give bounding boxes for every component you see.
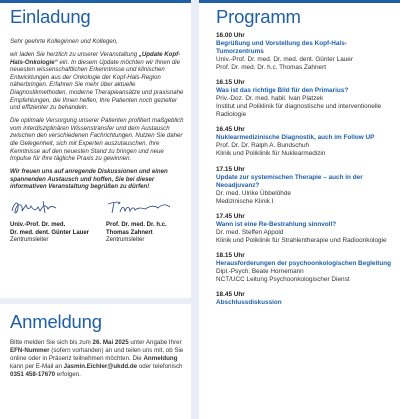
program-topic: Was ist das richtige Bild für den Primarius? (216, 87, 349, 95)
registration-label: Anmeldung (143, 354, 178, 362)
closing-paragraph: Wir freuen uns auf anregende Diskussionen und einen spannenden Austausch und hoffen, Sie bei dieser informativen Veranstaltung begrüßen zu dürfen! (10, 168, 168, 191)
program-title: Programm (216, 6, 301, 27)
program-time: 17.45 Uhr (216, 212, 245, 220)
program-time: 16.00 Uhr (216, 32, 245, 39)
program-speaker: Dr. med. Ulrike Übbelöhde (216, 189, 291, 197)
panel-accent-bar (0, 0, 191, 3)
registration-text: Bitte melden Sie sich bis zum 26. Mai 2025 unter Angabe Ihrer EFN-Nummer (sofern vorhanden) an und teilen uns mit, ob Sie online oder in Präsenz teilnehmen möchten. Die Anmeldung kann per E-Mail an Jasmin.Eichler@ukdd.de oder telefonisch 0351 458-17670 erfolgen. (10, 339, 184, 378)
exchange-paragraph: Die optimale Versorgung unserer Patienten profitiert maßgeblich vom interdisziplinären Wissenstransfer und dem Austausch zwischen den verschiedenen Fachrichtungen. Nutzen Sie daher die Gelegenheit, sich mit Experten auszutauschen, Ihre Kenntnisse auf den neuesten Stand zu bringen und neue Impulse für Ihre tägliche Praxis zu gewinnen. (10, 117, 184, 163)
program-affiliation: Institut und Poliklinik für diagnostische und interventionelle Radiologie (216, 103, 382, 119)
signature-block-lauer: Univ.-Prof. Dr. med. Dr. med. dent. Günter Lauer Zentrumsleiter (10, 222, 90, 244)
program-speaker: Priv.-Doz. Dr. med. habil. Ivan Platzek (216, 95, 324, 103)
invitation-panel (0, 0, 191, 298)
event-name: „Update Kopf-Hals-Onkologie“ (10, 50, 181, 66)
program-time: 17.15 Uhr (216, 165, 245, 173)
signature-lauer-image (10, 196, 65, 218)
signatures (10, 196, 184, 272)
program-item (216, 213, 394, 245)
program-topic: Update zur systemischen Therapie – auch in der Neoadjuvanz? (216, 173, 363, 189)
registration-panel (0, 304, 191, 419)
intro-paragraph: wir laden Sie herzlich zu unserer Veranstaltung „Update Kopf-Hals-Onkologie“ ein. In diesem Update möchten wir Ihnen die neuesten wissenschaftlichen Erkenntnisse und klinischen Entwicklungen aus der Onkologie der Kopf-Hals-Region näherbringen. Erfahren Sie mehr über aktuelle Diagnostikmethoden, moderne Therapieansätze und praxisnahe Empfehlungen, die Ihnen helfen, Ihre Patienten noch gezielter und effizienter zu behandeln. (10, 50, 184, 112)
program-affiliation: Klinik und Poliklinik für Strahlentherapie und Radioonkologie (216, 236, 387, 244)
program-item (216, 252, 394, 284)
program-topic: Nuklearmedizinische Diagnostik, auch im Follow UP (216, 134, 375, 142)
program-speaker: Prof. Dr. med. Dr. h.c. Thomas Zahnert (216, 64, 326, 71)
registration-phone[interactable]: 0351 458-17670 (10, 370, 56, 378)
efn-label: EFN-Nummer (10, 346, 50, 354)
program-affiliation: NCT/UCC Leitung Psychoonkologischer Dienst (216, 275, 350, 283)
program-speaker: Univ.-Prof. Dr. med. Dr. med. dent. Günter Lauer (216, 56, 353, 63)
program-speaker: Dipl.-Psych. Beate Hornemann (216, 267, 304, 275)
program-topic: Abschlussdiskussion (216, 299, 282, 307)
program-affiliation: Klinik und Poliklinik für Nuklearmedizin (216, 150, 326, 158)
panel-accent-bar (199, 0, 400, 3)
registration-email[interactable]: Jasmin.Eichler@ukdd.de (63, 362, 138, 370)
program-speaker: Dr. med. Steffen Appold (216, 228, 284, 236)
program-time: 18.15 Uhr (216, 251, 245, 259)
program-item (216, 291, 394, 307)
program-item (216, 79, 394, 119)
program-item (216, 32, 394, 72)
program-item (216, 126, 394, 158)
program-panel (199, 0, 400, 419)
program-topic: Wann ist eine Re-Bestrahlung sinnvoll? (216, 220, 337, 228)
invitation-title: Einladung (10, 6, 91, 27)
program-time: 16.15 Uhr (216, 79, 245, 87)
registration-deadline: 26. Mai 2025 (92, 339, 129, 346)
program-speaker: Prof. Dr. Dr. Ralph A. Bundschuh (216, 142, 310, 150)
signature-block-zahnert: Prof. Dr. med. Dr. h.c. Thomas Zahnert Zentrumsleiter (106, 222, 167, 244)
program-time: 18.45 Uhr (216, 291, 245, 299)
program-topic: Herausforderungen der psychoonkologischen Begleitung (216, 259, 392, 267)
greeting: Sehr geehrte Kolleginnen und Kollegen, (10, 38, 118, 45)
program-affiliation: Medizinische Klinik I (216, 197, 274, 205)
signature-zahnert-image (106, 196, 176, 218)
registration-title: Anmeldung (10, 311, 102, 332)
program-topic: Begrüßung und Vorstellung des Kopf-Hals-Tumorzentrums (216, 40, 347, 55)
program-item (216, 166, 394, 206)
program-time: 16.45 Uhr (216, 126, 245, 134)
